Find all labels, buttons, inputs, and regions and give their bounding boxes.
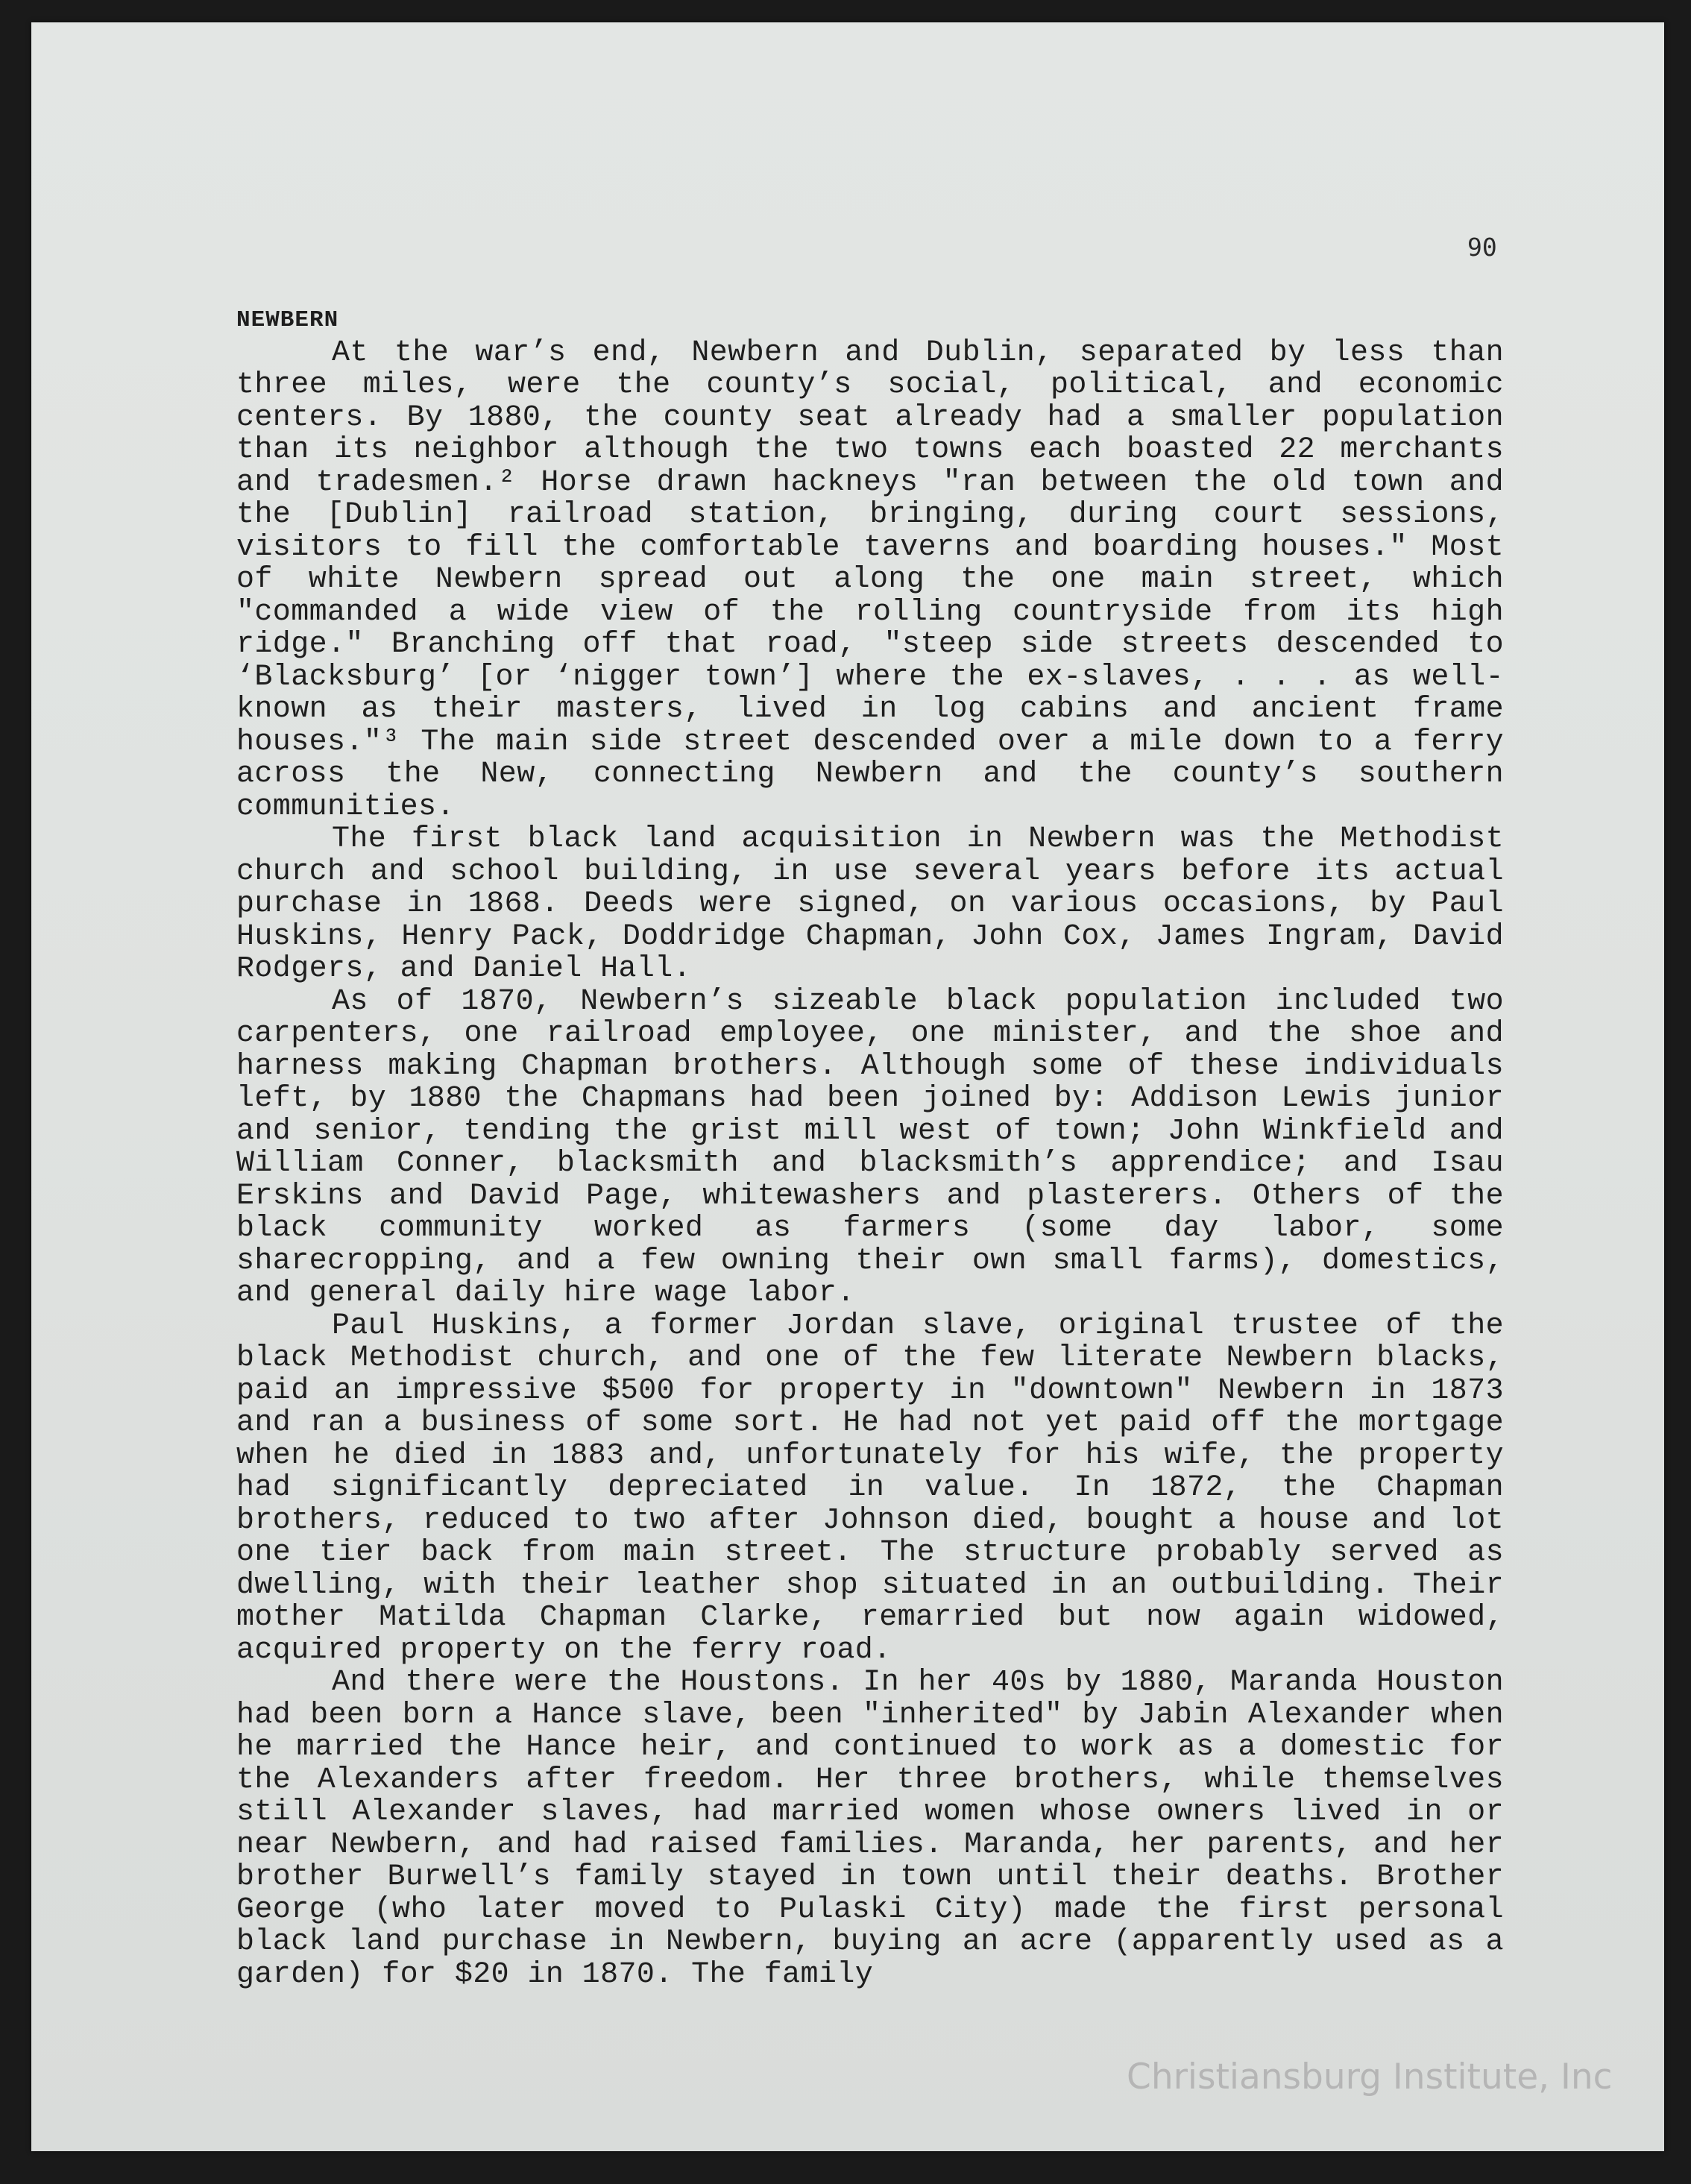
paragraph-1: At the war’s end, Newbern and Dublin, separated by less than three miles, were the county’s social, political, and economic centers. By 1880, the county seat already had a smaller population than its neighbor although the two towns each boasted 22 merchants and tradesmen.² Horse drawn hackneys "ran between the old town and the [Dublin] railroad station, bringing, during court sessions, visitors to fill the comfortable taverns and boarding houses." Most of white Newbern spread out along the one main street, which "commanded a wide view of the rolling countryside from its high ridge." Branching off that road, "steep side streets descended to ‘Blacksburg’ [or ‘nigger town’] where the ex-slaves, . . . as well-known as their masters, lived in log cabins and ancient frame houses."³ The main side street descended over a mile down to a ferry across the New, connecting Newbern and the county’s southern communities. xyxy=(236,336,1504,824)
page-number: 90 xyxy=(1467,233,1497,262)
document-page xyxy=(31,22,1664,2151)
watermark: Christiansburg Institute, Inc xyxy=(1127,2056,1613,2098)
paragraph-2: The first black land acquisition in Newbern was the Methodist church and school building, in use several years before its actual purchase in 1868. Deeds were signed, on various occasions, by Paul Huskins, Henry Pack, Doddridge Chapman, John Cox, James Ingram, David Rodgers, and Daniel Hall. xyxy=(236,822,1504,986)
paragraph-5: And there were the Houstons. In her 40s by 1880, Maranda Houston had been born a Hance slave, been "inherited" by Jabin Alexander when he married the Hance heir, and continued to work as a domestic for the Alexanders after freedom. Her three brothers, while themselves still Alexander slaves, had married women whose owners lived in or near Newbern, and had raised families. Maranda, her parents, and her brother Burwell’s family stayed in town until their deaths. Brother George (who later moved to Pulaski City) made the first personal black land purchase in Newbern, buying an acre (apparently used as a garden) for $20 in 1870. The family xyxy=(236,1666,1504,1992)
section-heading: NEWBERN xyxy=(236,307,339,333)
paragraph-4: Paul Huskins, a former Jordan slave, original trustee of the black Methodist church, and one of the few literate Newbern blacks, paid an impressive $500 for property in "downtown" Newbern in 1873 and ran a business of some sort. He had not yet paid off the mortgage when he died in 1883 and, unfortunately for his wife, the property had significantly depreciated in value. In 1872, the Chapman brothers, reduced to two after Johnson died, bought a house and lot one tier back from main street. The structure probably served as dwelling, with their leather shop situated in an outbuilding. Their mother Matilda Chapman Clarke, remarried but now again widowed, acquired property on the ferry road. xyxy=(236,1309,1504,1667)
body-text xyxy=(236,304,1504,1991)
paragraph-3: As of 1870, Newbern’s sizeable black population included two carpenters, one railroad employee, one minister, and the shoe and harness making Chapman brothers. Although some of these individuals left, by 1880 the Chapmans had been joined by: Addison Lewis junior and senior, tending the grist mill west of town; John Winkfield and William Conner, blacksmith and blacksmith’s apprendice; and Isau Erskins and David Page, whitewashers and plasterers. Others of the black community worked as farmers (some day labor, some sharecropping, and a few owning their own small farms), domestics, and general daily hire wage labor. xyxy=(236,984,1504,1310)
